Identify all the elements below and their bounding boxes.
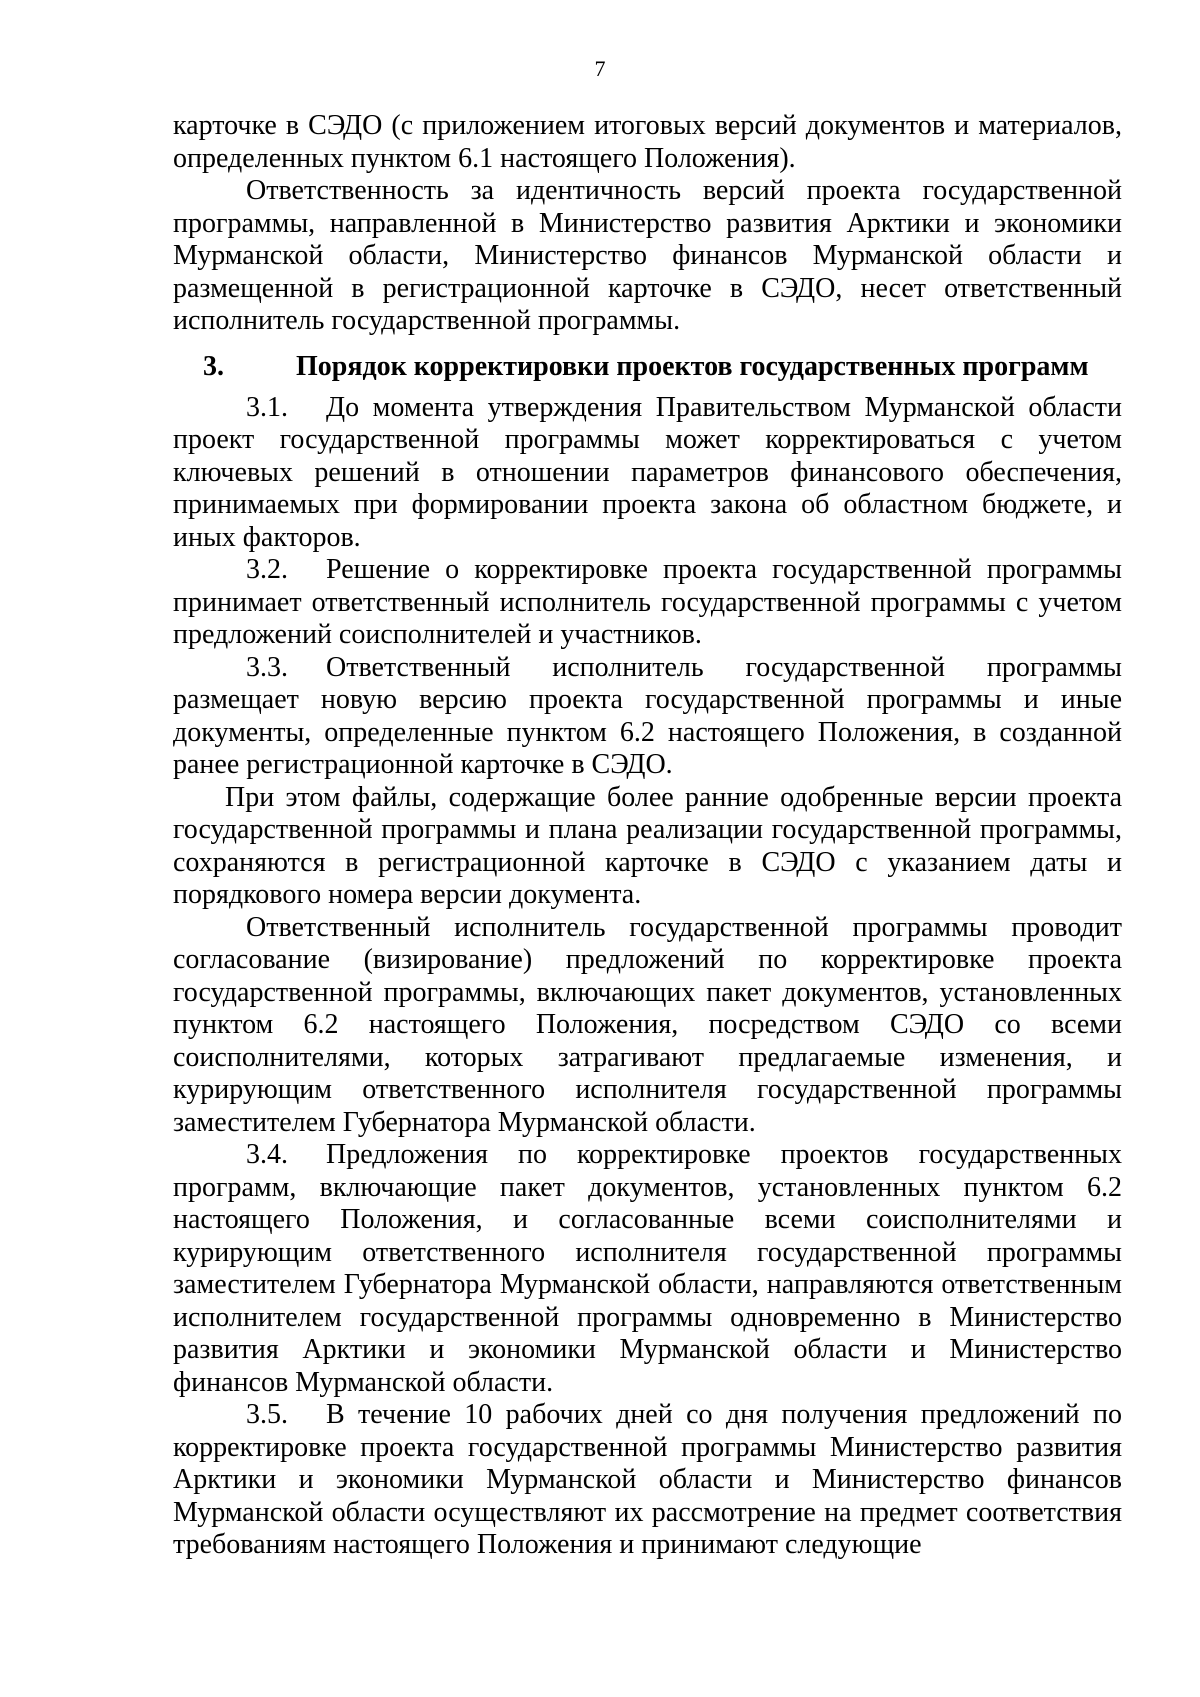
item-number: 3.4. (246, 1139, 288, 1170)
item-text: В течение 10 рабочих дней со дня получения предложений по корректировке проекта государственной программы Министерство развития Арктики и экономики Мурманской области и Министерство финансов Мурманской области осуществляют их рассмотрение на предмет соответствия требованиям настоящего Положения и принимают следующие (173, 1399, 1122, 1560)
item-number: 3.1. (246, 391, 288, 423)
page-number: 7 (594, 56, 606, 81)
item-3-3 (173, 652, 1122, 782)
item-number: 3.5. (246, 1399, 288, 1430)
item-3-2 (173, 554, 1122, 652)
item-number: 3.3. (246, 651, 288, 683)
paragraph-approval: Ответственный исполнитель государственной программы проводит согласование (визирование) предложений по корректировке проекта государственной программы, включающих пакет документов, установленных пунктом 6.2 настоящего Положения, посредством СЭДО со всеми соисполнителями, которых затрагивают предлагаемые изменения, и курирующим ответственного исполнителя государственной программы заместителем Губернатора Мурманской области. (173, 911, 1122, 1138)
item-text: До момента утверждения Правительством Мурманской области проект государственной программы может корректироваться с учетом ключевых решений в отношении параметров финансового обеспечения, принимаемых при формировании проекта закона об областном бюджете, и иных факторов. (173, 391, 1122, 553)
paragraph-continuation: карточке в СЭДО (с приложением итоговых версий документов и материалов, определенных пунктом 6.1 настоящего Положения). (173, 110, 1122, 174)
document-body (173, 110, 1122, 1562)
paragraph-files: При этом файлы, содержащие более ранние одобренные версии проекта государственной программы и плана реализации государственной программы, сохраняются в регистрационной карточке в СЭДО с указанием даты и порядкового номера версии документа. (173, 781, 1122, 910)
item-3-1 (173, 392, 1122, 555)
item-3-5 (173, 1399, 1122, 1562)
section-title: Порядок корректировки проектов государственных программ (296, 350, 1089, 382)
item-text: Предложения по корректировке проектов государственных программ, включающие пакет документов, установленных пунктом 6.2 настоящего Положения, и согласованные всеми соисполнителями и курирующим ответственного исполнителя государственной программы заместителем Губернатора Мурманской области, направляются ответственным исполнителем государственной программы одновременно в Министерство развития Арктики и экономики Мурманской области и Министерство финансов Мурманской области. (173, 1139, 1122, 1398)
item-3-4 (173, 1139, 1122, 1399)
item-number: 3.2. (246, 554, 288, 585)
item-text: Ответственный исполнитель государственной программы размещает новую версию проекта государственной программы и иные документы, определенные пунктом 6.2 настоящего Положения, в созданной ранее регистрационной карточке в СЭДО. (173, 651, 1122, 780)
item-text: Решение о корректировке проекта государственной программы принимает ответственный исполнитель государственной программы с учетом предложений соисполнителей и участников. (173, 554, 1122, 650)
section-number: 3. (203, 350, 224, 382)
paragraph-responsibility: Ответственность за идентичность версий проекта государственной программы, направленной в Министерство развития Арктики и экономики Мурманской области, Министерство финансов Мурманской области и размещенной в регистрационной карточке в СЭДО, несет ответственный исполнитель государственной программы. (173, 175, 1122, 336)
section-heading (173, 350, 1122, 384)
